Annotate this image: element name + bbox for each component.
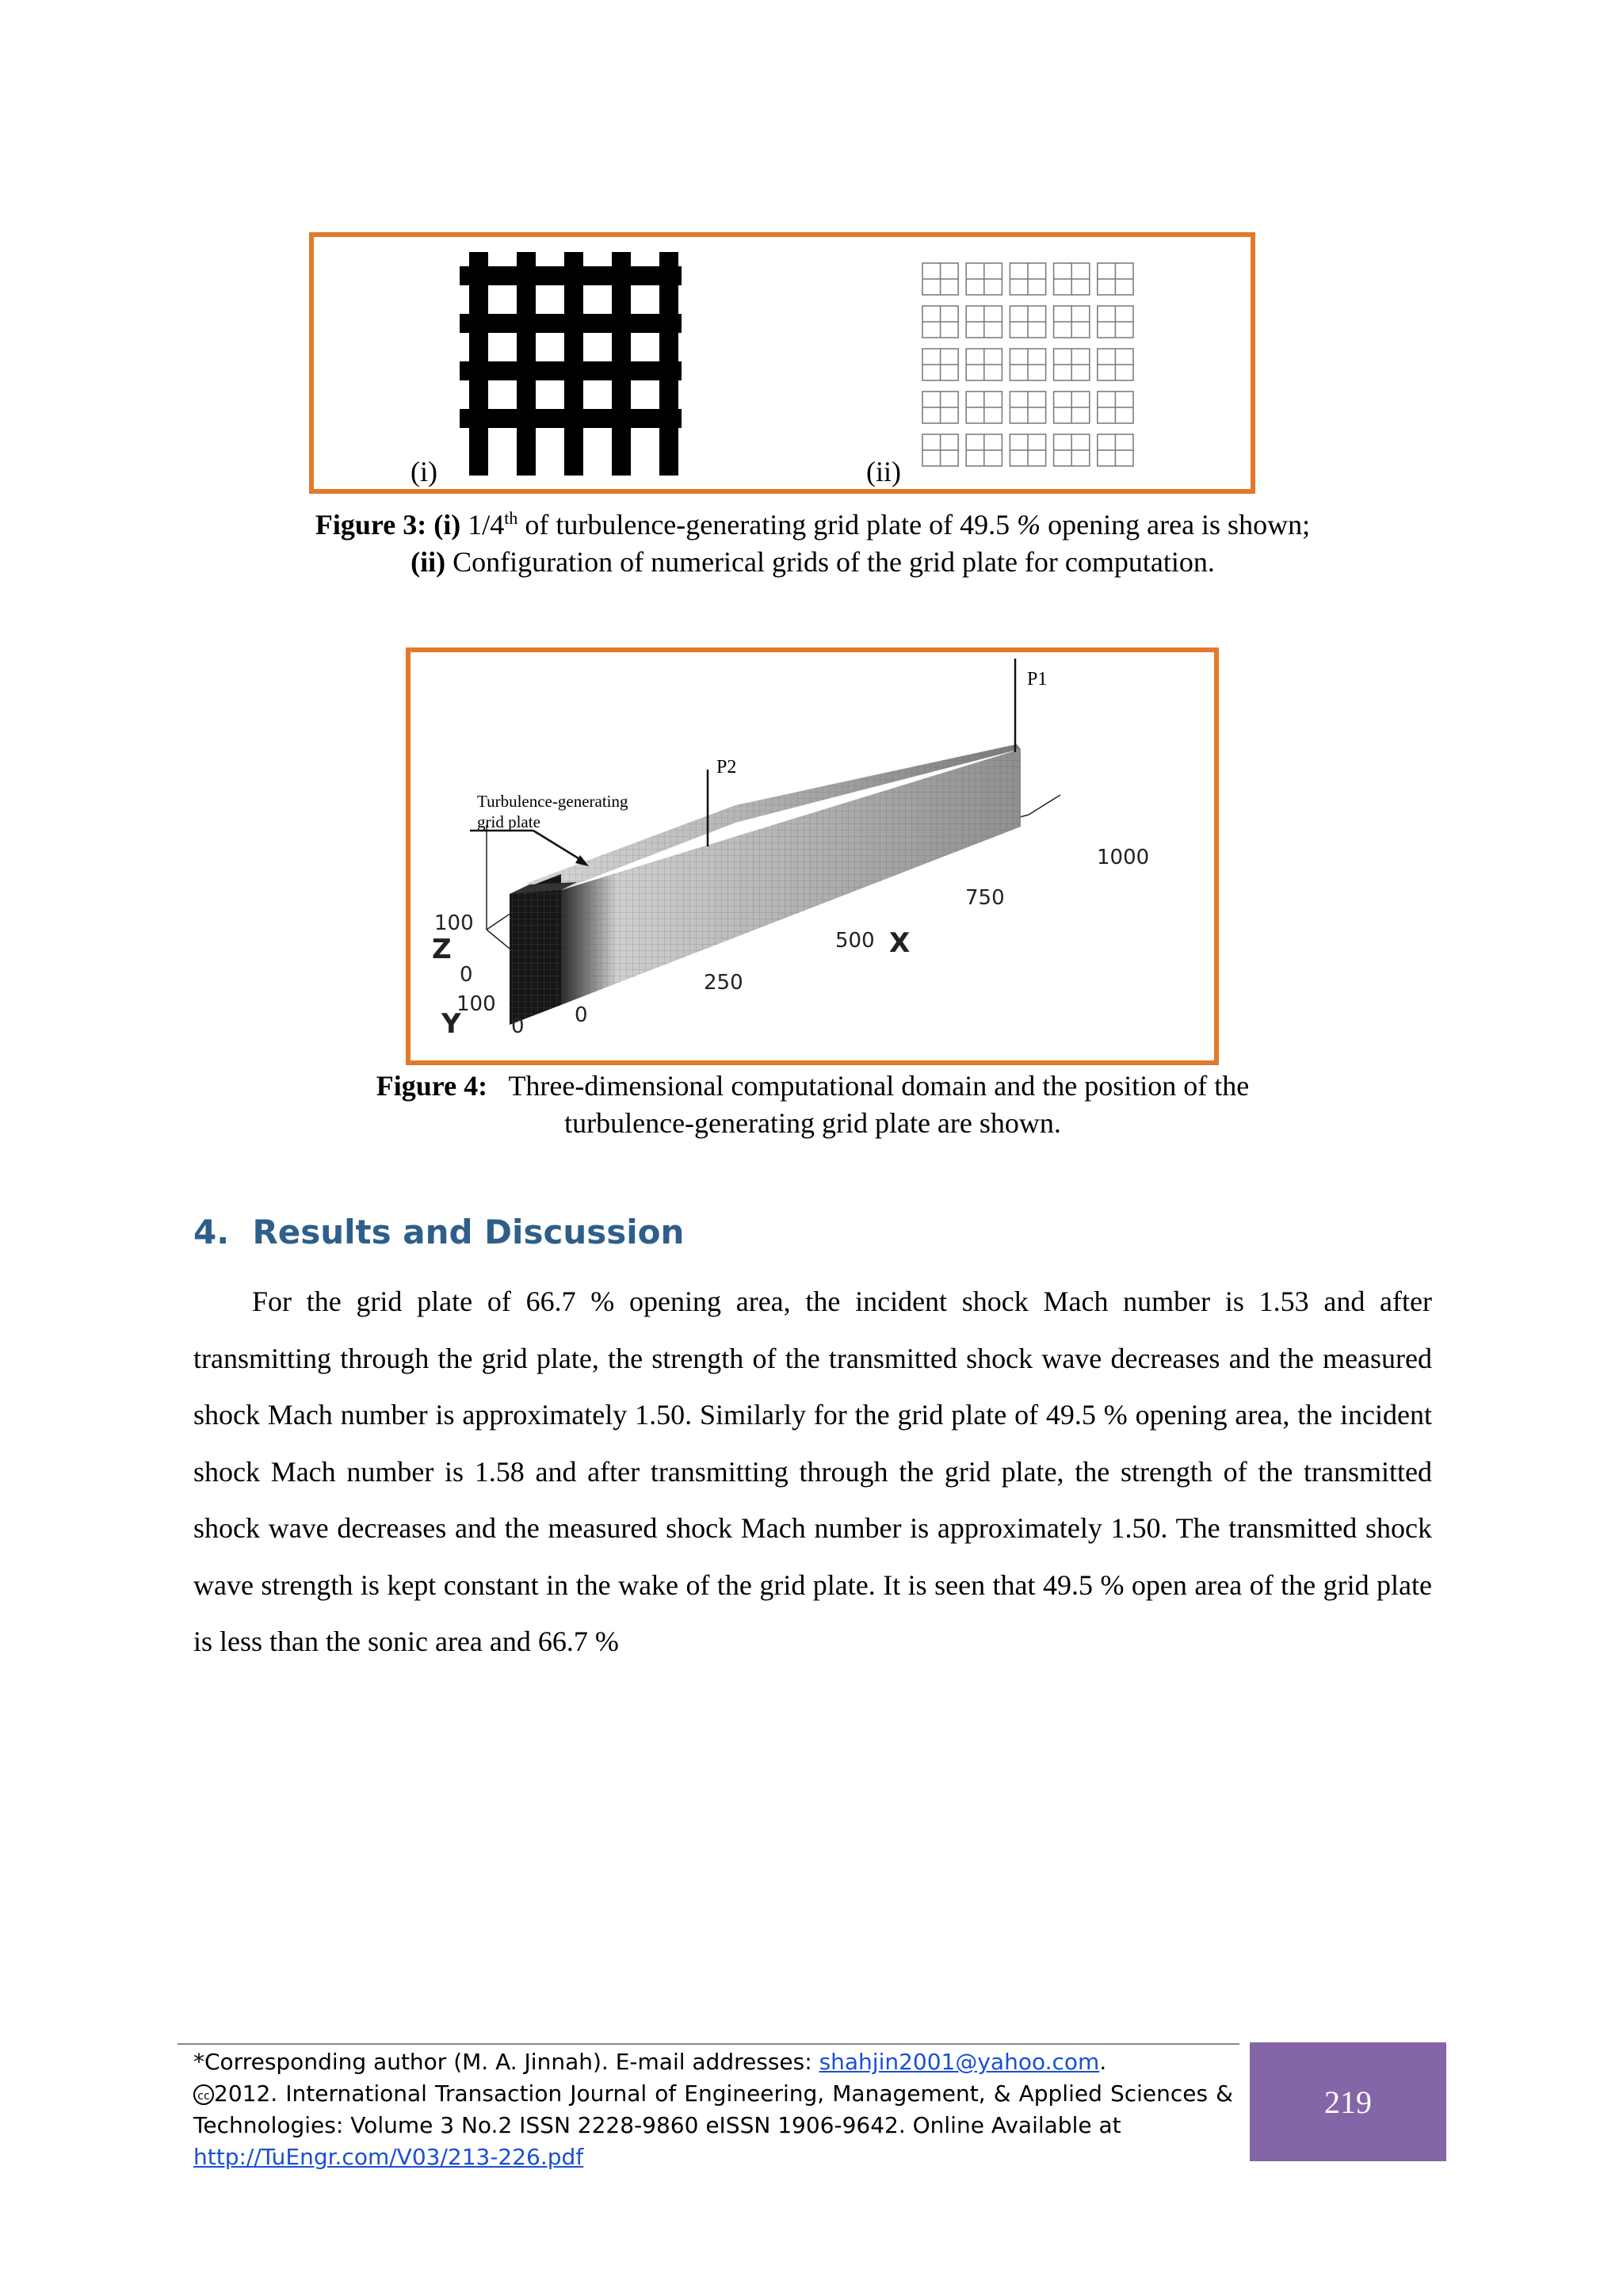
caption-label: Figure 3: xyxy=(315,509,427,541)
paragraph-text: For the grid plate of 66.7 % opening area, the incident shock Mach number is 1.53 and after transmitting through the grid plate, the strength of the transmitted shock wave decreases and the measured shock Mach number is approximately 1.50. Similarly for the grid plate of 49.5 % opening area, the incident shock Mach number is 1.58 and after transmitting through the grid plate, the strength of the transmitted shock wave decreases and the measured shock Mach number is approximately 1.50. The transmitted shock wave strength is kept constant in the wake of the grid plate. It is seen that 49.5 % open area of the grid plate is less than the sonic area and 66.7 % xyxy=(193,1286,1432,1657)
label-p1: P1 xyxy=(1027,669,1048,690)
y-axis-label: Y xyxy=(441,1008,461,1040)
caption-text: Three-dimensional computational domain and the position of the xyxy=(508,1070,1250,1102)
footnote-period: . xyxy=(1099,2049,1107,2075)
caption-text: 1/4 xyxy=(468,509,505,541)
x-tick-500: 500 xyxy=(835,929,875,953)
caption-ii: (ii) xyxy=(411,546,446,578)
z-tick-0: 0 xyxy=(460,963,473,987)
x-tick-1000: 1000 xyxy=(1097,846,1150,869)
label-grid-plate-line1: Turbulence-generating xyxy=(477,792,628,811)
footnote-author: *Corresponding author (M. A. Jinnah). E-mail addresses: xyxy=(193,2049,812,2075)
paper-url-link[interactable]: http://TuEngr.com/V03/213-226.pdf xyxy=(193,2144,584,2170)
page-number: 219 xyxy=(1250,2042,1446,2161)
creative-commons-icon: cc xyxy=(193,2084,214,2105)
label-grid-plate-line2: grid plate xyxy=(477,812,540,831)
panel-label-i: (i) xyxy=(411,456,437,487)
section-heading xyxy=(193,1213,684,1251)
x-tick-0: 0 xyxy=(575,1003,588,1027)
x-axis-label: X xyxy=(889,927,911,959)
caption-text: opening area is shown; xyxy=(1048,509,1311,541)
footer-rule xyxy=(178,2043,1239,2045)
computational-domain-image xyxy=(411,652,1214,1060)
panel-label-ii: (ii) xyxy=(866,456,901,487)
email-link[interactable]: shahjin2001@yahoo.com xyxy=(819,2049,1100,2075)
label-p2: P2 xyxy=(716,757,737,777)
y-tick-100: 100 xyxy=(456,992,496,1016)
x-tick-250: 250 xyxy=(704,971,743,995)
x-tick-750: 750 xyxy=(965,886,1005,910)
section-title: Results and Discussion xyxy=(252,1213,685,1251)
caption-label: Figure 4: xyxy=(376,1070,488,1102)
z-tick-100: 100 xyxy=(434,911,474,935)
z-axis-label: Z xyxy=(432,934,452,965)
grid-plate-image xyxy=(460,252,682,476)
caption-i: (i) xyxy=(433,509,461,541)
caption-text: of turbulence-generating grid plate of 49.5 xyxy=(525,509,1010,541)
caption-text: Configuration of numerical grids of the grid plate for computation. xyxy=(453,546,1215,578)
body-paragraph xyxy=(193,1274,1432,1671)
y-tick-0: 0 xyxy=(511,1014,525,1038)
footnote-journal: 2012. International Transaction Journal of Engineering, Management, & Applied Sciences & Technologies: Volume 3 No.2 ISSN 2228-9860 eISSN 1906-9642. Online Available at xyxy=(193,2080,1233,2138)
caption-superscript: th xyxy=(504,508,518,528)
section-number: 4. xyxy=(193,1213,230,1251)
figure-4-caption xyxy=(193,1068,1432,1142)
label-grid-plate xyxy=(477,791,628,832)
figure-3-caption xyxy=(193,499,1432,581)
caption-percent: % xyxy=(1017,509,1041,541)
footnote xyxy=(193,2046,1233,2173)
numerical-grid-image xyxy=(919,260,1138,474)
caption-text: turbulence-generating grid plate are shown. xyxy=(564,1107,1061,1139)
